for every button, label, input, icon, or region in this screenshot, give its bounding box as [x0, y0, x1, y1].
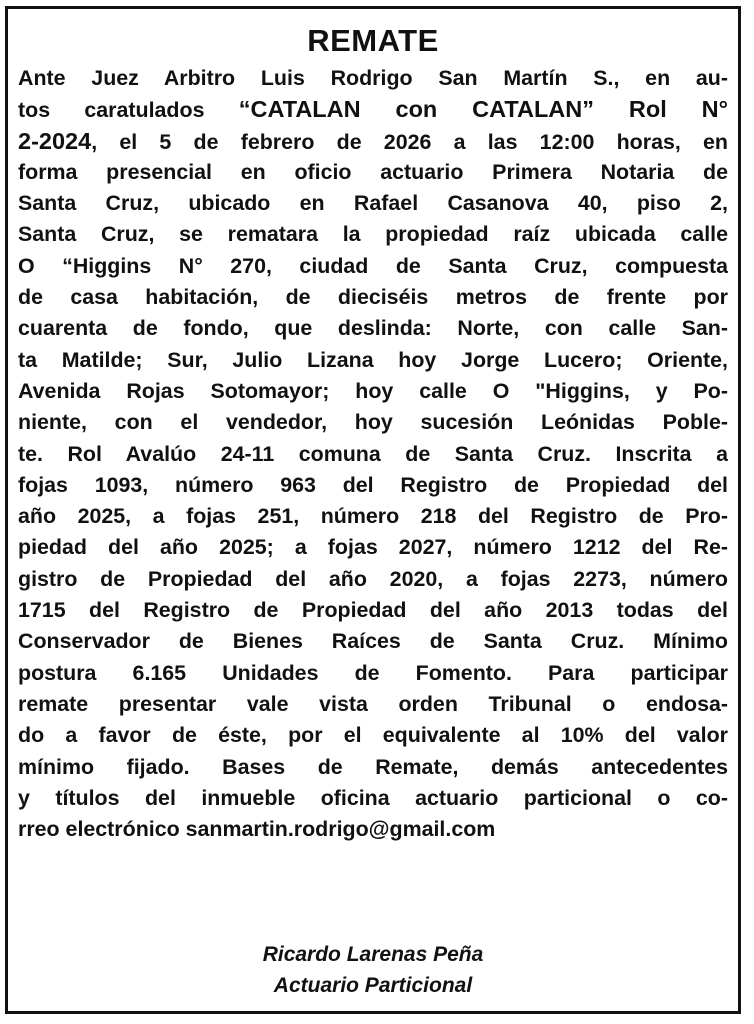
- body-line: Conservador de Bienes Raíces de Santa Cruz. Mínimo: [18, 629, 728, 654]
- body-line-text: tos caratulados: [18, 98, 239, 123]
- body-line: Avenida Rojas Sotomayor; hoy calle O "Higgins, y Po-: [18, 378, 728, 403]
- body-line: O “Higgins N° 270, ciudad de Santa Cruz, compuesta: [18, 253, 728, 278]
- notice-title: REMATE: [307, 23, 439, 58]
- body-line: forma presencial en oficio actuario Primera Notaria de: [18, 159, 728, 184]
- body-line: año 2025, a fojas 251, número 218 del Registro de Pro-: [18, 504, 728, 529]
- body-line: [18, 94, 728, 125]
- body-line: Santa Cruz, ubicado en Rafael Casanova 40, piso 2,: [18, 191, 728, 216]
- signature-block: [8, 939, 738, 1001]
- body-line: remate presentar vale vista orden Tribunal o endosa-: [18, 691, 728, 716]
- body-line-text: , el 5 de febrero de 2026 a las 12:00 horas, en: [91, 129, 728, 154]
- body-line: mínimo fijado. Bases de Remate, demás antecedentes: [18, 754, 728, 779]
- notice-body: [18, 63, 728, 845]
- body-line: Ante Juez Arbitro Luis Rodrigo San Martín S., en au-: [18, 66, 728, 90]
- body-line: 1715 del Registro de Propiedad del año 2013 todas del: [18, 598, 728, 623]
- signatory-role: Actuario Particional: [273, 974, 473, 997]
- signatory-name: Ricardo Larenas Peña: [262, 943, 484, 966]
- body-line: fojas 1093, número 963 del Registro de Propiedad del: [18, 472, 728, 497]
- body-line: de casa habitación, de dieciséis metros de frente por: [18, 285, 728, 310]
- body-line: [18, 126, 728, 157]
- notice-frame: [5, 6, 741, 1014]
- body-line: piedad del año 2025; a fojas 2027, número 1212 del Re-: [18, 535, 728, 560]
- body-line: gistro de Propiedad del año 2020, a fojas 2273, número: [18, 566, 728, 591]
- body-line: postura 6.165 Unidades de Fomento. Para participar: [18, 660, 728, 685]
- body-line: niente, con el vendedor, hoy sucesión Leónidas Poble-: [18, 410, 728, 435]
- body-line-last: rreo electrónico sanmartin.rodrigo@gmail.com: [18, 817, 496, 842]
- body-line: te. Rol Avalúo 24-11 comuna de Santa Cruz. Inscrita a: [18, 441, 728, 466]
- body-line: do a favor de éste, por el equivalente al 10% del valor: [18, 723, 728, 748]
- case-name-emphasis: “CATALAN con CATALAN” Rol N°: [238, 96, 728, 123]
- body-line: cuarenta de fondo, que deslinda: Norte, con calle San-: [18, 316, 728, 341]
- body-line: Santa Cruz, se rematara la propiedad raíz ubicada calle: [18, 222, 728, 247]
- case-number-emphasis: 2-2024: [18, 127, 92, 154]
- body-line: y títulos del inmueble oficina actuario particional o co-: [18, 785, 728, 810]
- body-line: ta Matilde; Sur, Julio Lizana hoy Jorge Lucero; Oriente,: [18, 347, 728, 372]
